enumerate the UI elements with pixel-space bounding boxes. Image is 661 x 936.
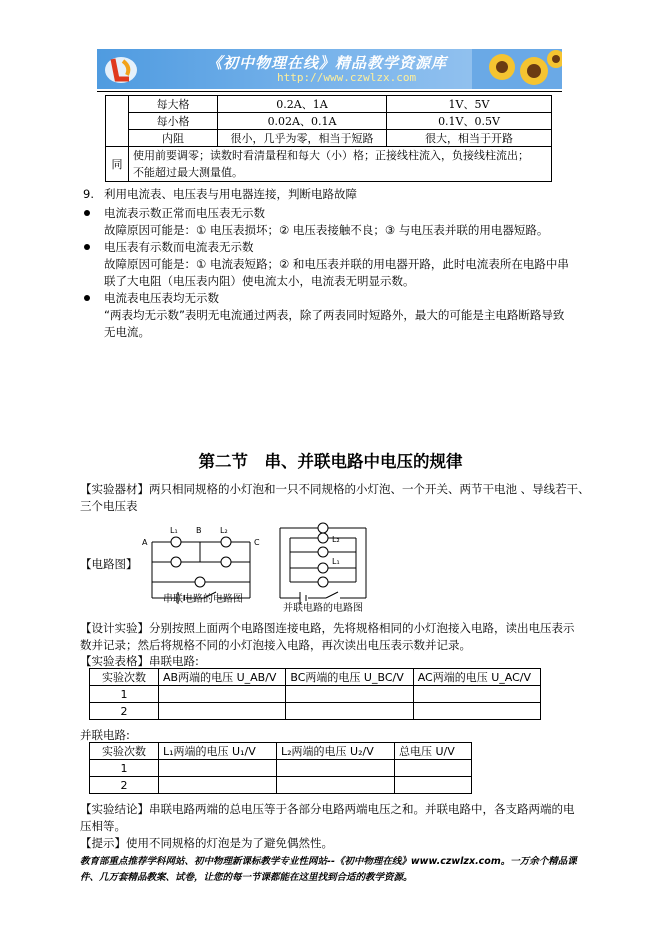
voltmeter-cell: 很大，相当于开路 — [387, 130, 552, 147]
series-caption: 串联电路的电路图 — [163, 594, 243, 605]
table-cell — [413, 703, 540, 720]
parallel-voltage-table — [89, 742, 472, 794]
series-voltage-table — [89, 668, 541, 720]
table-row — [90, 760, 472, 777]
column-header: L₂两端的电压 U₂/V — [277, 743, 395, 760]
item-number: 9. — [83, 187, 94, 201]
point-c-label: C — [254, 538, 260, 547]
table-cell — [395, 777, 472, 794]
table-row — [106, 96, 552, 113]
column-header: 实验次数 — [90, 669, 159, 686]
bullet-dot — [84, 210, 90, 216]
trial-number: 2 — [90, 777, 159, 794]
voltmeter-cell: 1V、5V — [387, 96, 552, 113]
trial-number: 2 — [90, 703, 159, 720]
table-cell — [413, 686, 540, 703]
column-header: BC两端的电压 U_BC/V — [286, 669, 413, 686]
table-cell — [106, 96, 129, 147]
meter-comparison-table — [105, 95, 552, 182]
lamp-l1-label: L₁ — [332, 557, 340, 566]
table-cell — [395, 760, 472, 777]
table-row — [106, 113, 552, 130]
site-logo — [103, 53, 139, 85]
table-row — [90, 777, 472, 794]
parallel-heading: 并联电路: — [80, 728, 130, 742]
table-row — [106, 130, 552, 147]
equipment-line: 【实验器材】两只相同规格的小灯泡和一只不同规格的小灯泡、一个开关、两节干电池 、导线若干、 — [80, 482, 590, 496]
row-label: 每小格 — [129, 113, 218, 130]
bullet-line: 联了大电阻（电压表内阻）使电流太小，电流表无明显示数。 — [104, 274, 415, 288]
banner-url[interactable]: http://www.czwlzx.com — [277, 71, 417, 84]
ammeter-cell: 很小，几乎为零，相当于短路 — [218, 130, 387, 147]
circuit-label: 【电路图】 — [80, 557, 138, 571]
ammeter-cell: 0.2A、1A — [218, 96, 387, 113]
bullet-line: 无电流。 — [104, 325, 150, 339]
design-line: 【设计实验】分别按照上面两个电路图连接电路，先将规格相同的小灯泡接入电路，读出电压表示 — [80, 621, 575, 635]
same-cell — [129, 147, 552, 182]
trial-number: 1 — [90, 686, 159, 703]
bullet-heading: 电流表示数正常而电压表无示数 — [104, 206, 265, 220]
header-rule — [97, 91, 562, 92]
row-label: 内阻 — [129, 130, 218, 147]
table-cell — [286, 686, 413, 703]
row-label: 每大格 — [129, 96, 218, 113]
bullet-dot — [84, 295, 90, 301]
footer-line: 教育部重点推荐学科网站、初中物理新课标教学专业性网站--《初中物理在线》www.czwlzx.com。一万余个精品课 — [80, 856, 577, 867]
point-a-label: A — [142, 538, 148, 547]
column-header: AB两端的电压 U_AB/V — [159, 669, 286, 686]
bullet-dot — [84, 244, 90, 250]
same-text-line: 使用前要调零；读数时看清量程和每大（小）格；正接线柱流入，负接线柱流出； — [133, 149, 529, 162]
section-title: 第二节 串、并联电路中电压的规律 — [198, 452, 463, 471]
column-header: 实验次数 — [90, 743, 159, 760]
table-cell — [286, 703, 413, 720]
lamp-l2-label: L₂ — [220, 526, 228, 535]
footer-line: 件、几万套精品教案、试卷，让您的每一节课都能在这里找到合适的教学资源。 — [80, 872, 413, 883]
lamp-l2-label: L₂ — [332, 535, 340, 544]
table-heading: 【实验表格】串联电路: — [80, 654, 199, 668]
item-text: 利用电流表、电压表与用电器连接，判断电路故障 — [104, 187, 357, 201]
table-row — [90, 686, 541, 703]
column-header: L₁两端的电压 U₁/V — [159, 743, 277, 760]
voltmeter-cell: 0.1V、0.5V — [387, 113, 552, 130]
table-row — [106, 147, 552, 182]
page-footer — [80, 854, 600, 886]
parallel-caption: 并联电路的电路图 — [283, 603, 363, 614]
table-header-row — [90, 669, 541, 686]
tip-line: 【提示】使用不同规格的灯泡是为了避免偶然性。 — [80, 836, 333, 850]
column-header: AC两端的电压 U_AC/V — [413, 669, 540, 686]
same-text-line: 不能超过最大测量值。 — [133, 166, 243, 179]
table-cell — [159, 760, 277, 777]
design-line: 数并记录；然后将规格不同的小灯泡接入电路，再次读出电压表示数并记录。 — [80, 638, 471, 652]
bullet-heading: 电压表有示数而电流表无示数 — [104, 240, 254, 254]
column-header: 总电压 U/V — [395, 743, 472, 760]
bullet-line: “两表均无示数”表明无电流通过两表，除了两表同时短路外，最大的可能是主电路断路导致 — [104, 308, 565, 322]
ammeter-cell: 0.02A、0.1A — [218, 113, 387, 130]
bullet-heading: 电流表电压表均无示数 — [104, 291, 219, 305]
table-cell — [277, 777, 395, 794]
table-cell — [159, 703, 286, 720]
sunflower-image — [472, 49, 562, 89]
header-banner — [97, 49, 562, 89]
table-cell — [277, 760, 395, 777]
table-header-row — [90, 743, 472, 760]
point-b-label: B — [196, 526, 202, 535]
lamp-l1-label: L₁ — [170, 526, 178, 535]
table-cell — [159, 777, 277, 794]
trial-number: 1 — [90, 760, 159, 777]
conclusion-line: 【实验结论】串联电路两端的总电压等于各部分电路两端电压之和。并联电路中，各支路两端的电 — [80, 802, 575, 816]
conclusion-line: 压相等。 — [80, 819, 126, 833]
equipment-line: 三个电压表 — [80, 499, 138, 513]
bullet-line: 故障原因可能是：① 电压表损坏；② 电压表接触不良；③ 与电压表并联的用电器短路。 — [104, 223, 549, 237]
table-row — [90, 703, 541, 720]
bullet-line: 故障原因可能是：① 电流表短路；② 和电压表并联的用电器开路，此时电流表所在电路中串 — [104, 257, 569, 271]
table-cell — [159, 686, 286, 703]
same-label: 同 — [106, 147, 129, 182]
banner-title: 《初中物理在线》精品教学资源库 — [207, 54, 448, 72]
